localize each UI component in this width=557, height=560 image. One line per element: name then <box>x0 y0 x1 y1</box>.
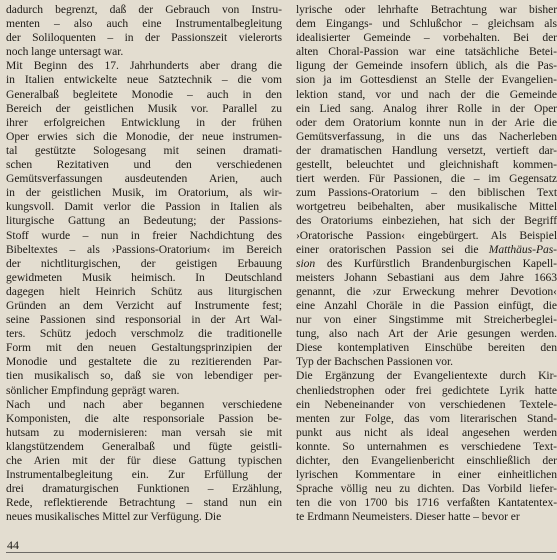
text-line: ten die von 1700 bis 1716 verfaßten Kantatentex- <box>296 496 557 510</box>
text-line: dichter, den Evangelienbericht einschließlich der <box>296 454 557 467</box>
text-line: schen Rezitativen und den verschiedenen <box>6 158 282 172</box>
text-line: ›Oratorische Passion‹ eingebürgert. Als Beispiel <box>296 228 557 242</box>
text-line: der dramatischen Handlung versetzt, vertieft dar- <box>296 143 557 157</box>
text-line: te Erdmann Neumeisters. Dieser hatte – bevor er <box>296 510 520 524</box>
text-line: chenliedstrophen oder frei gedichtete Lyrik hatte <box>296 383 557 397</box>
text-line: Typ der Bachschen Passionen vor. <box>296 355 453 369</box>
text-line: Generalbaß begleitete Monodie – auch in den <box>6 87 282 101</box>
text-line: des Oratoriums einbeziehen, hat sich der Begriff <box>296 214 557 228</box>
text-line: sion des Kurfürstlich Brandenburgischen Kapell- <box>296 256 557 270</box>
text-line: gewidmeten Musik heimisch. In Deutschland <box>6 270 282 284</box>
text-line: menten zur Folge, das vom literarischen Stand- <box>296 411 557 425</box>
text-line: ters. Schütz jedoch verschmolz die traditionelle <box>6 327 282 341</box>
text-line: Mit Beginn des 17. Jahrhunderts aber drang die <box>6 59 282 73</box>
page-number: 44 <box>7 538 19 552</box>
text-line: Komponisten, die alte responsoriale Passion be- <box>6 411 282 425</box>
text-line: kungsvoll. Damit verlor die Passion in Italien als <box>6 200 282 214</box>
text-line: idealisierter Gemeinde – vorbehalten. Bei der <box>296 31 557 45</box>
text-line: einer oratorischen Passion sei die Matthäus-Pas- <box>296 242 557 256</box>
work-title: Matthäus-Pas- <box>488 242 557 256</box>
text-line: Stoff wurde – nun in freier Nachdichtung des <box>6 228 282 242</box>
text-line: Gründen an dem Verzicht auf Instrumente fest; <box>6 298 282 312</box>
text-line: Die Ergänzung der Evangelientexte durch Kir- <box>296 369 557 383</box>
text-line: Monodie und gestaltete die zu rezitierenden Par- <box>6 355 282 369</box>
text-line: meisters Johann Sebastiani aus dem Jahre 1663 <box>296 270 557 284</box>
text-line: dadurch begrenzt, daß der Gebrauch von Instru- <box>6 3 282 16</box>
text-line: ihrer erfolgreichen Entwicklung in der frühen <box>6 115 282 129</box>
text-line: tiert werden. Für Passionen, die – im Gegensatz <box>296 172 557 186</box>
text-line: Bereich der geistlichen Musik vor. Parallel zu <box>6 101 282 115</box>
work-title: sion <box>296 256 316 270</box>
text-line: Diese kontemplativen Einschübe bereiten den <box>296 341 557 355</box>
text-line: Instrumentalbegleitung ein. Zur Erfüllung der <box>6 468 282 482</box>
text-line: dem Eingangs- und Schlußchor – gleichsam als <box>296 17 557 31</box>
text-line: tung, also nach Art der Arie gesungen werden. <box>296 327 557 341</box>
text-line: tien musikalisch so, daß sie von lebendiger per- <box>6 369 282 383</box>
text-line: Form mit den neuen Gestaltungsprinzipien der <box>6 341 282 355</box>
text-line: Gemütsverfassung, in die uns das Nacherleben <box>296 129 557 143</box>
right-text-column <box>296 3 557 524</box>
text-line: noch lange untersagt war. <box>6 45 124 59</box>
text-line: genannt, die ›zur Erweckung mehrer Devotion‹ <box>296 284 557 298</box>
text-line: nur von einer Singstimme mit Streicherbeglei- <box>296 313 557 327</box>
text-line: drei dramaturgischen Funktionen – Erzählung, <box>6 482 282 496</box>
text-line: der nichtliturgischen, der geistigen Erbauung <box>6 256 282 270</box>
text-line: seine Passionen sind responsorial in der Art Wal- <box>6 313 282 327</box>
text-line: Nach und nach aber begannen verschiedene <box>6 397 282 411</box>
text-line: alten Choral-Passion war eine tatsächliche Betei- <box>296 45 557 59</box>
text-line: eine Anzahl Choräle in die Passion einfügt, die <box>296 298 557 312</box>
text-line: punkt aus nicht als ideal angesehen werden <box>296 425 557 439</box>
text-line: konnte. So unternahmen es verschiedene Text- <box>296 439 557 453</box>
text-line: Gemütsverfassungen ausdeutenden Arien, auch <box>6 172 282 186</box>
footer-rule <box>6 552 556 553</box>
text-line: sion ja im Gottesdienst an Stelle der Evangelien- <box>296 73 557 87</box>
text-line: ligung der Gemeinde insofern üblich, als die Pas- <box>296 59 557 73</box>
text-line: menten – also auch eine Instrumentalbegleitung <box>6 17 282 31</box>
text-line: Bibeltextes – als ›Passions-Oratorium‹ im Bereich <box>6 242 282 256</box>
text-line: lyrischen Kommentare in einer einheitlichen <box>296 468 557 482</box>
text-line: gestellt, beleuchtet und gleichnishaft kommen- <box>296 158 557 172</box>
text-line: lektion stand, vor und nach der die Gemeinde <box>296 87 557 101</box>
text-line: klangstützendem Generalbaß und fügte geistli- <box>6 439 282 453</box>
text-line: in der geistlichen Musik, im Oratorium, als wir- <box>6 186 282 200</box>
text-line: dagegen hielt Heinrich Schütz aus liturgischen <box>6 284 282 298</box>
text-line: liturgische Gattung an Bedeutung; der Passions- <box>6 214 282 228</box>
text-line: zum Passions-Oratorium – den biblischen Text <box>296 186 557 200</box>
text-line: Oper erwies sich die Monodie, der neue instrumen- <box>6 129 282 143</box>
text-line: che Arien mit der für diese Gattung typischen <box>6 454 282 467</box>
left-text-column <box>6 3 282 524</box>
text-line: ein Lied sang. Analog ihrer Rolle in der Oper <box>296 101 557 115</box>
text-line: Rede, reflektierende Betrachtung – stand nun ein <box>6 496 282 510</box>
text-line: ein Nebeneinander von verschiedenen Textele- <box>296 397 557 411</box>
text-line: hutsam zu modernisieren: man versah sie mit <box>6 425 282 439</box>
text-line: tal gestützte Sologesang mit seinen dramati- <box>6 143 282 157</box>
text-line: lyrische oder lehrhafte Betrachtung war bisher <box>296 3 557 16</box>
text-line: wortgetreu beibehalten, aber musikalische Mittel <box>296 200 557 214</box>
text-line: Sprache völlig neu zu dichten. Das Vorbild liefer- <box>296 482 557 496</box>
text-line: in Italien entwickelte neue Satztechnik – die vom <box>6 73 282 87</box>
text-line: sönlicher Empfindung geprägt waren. <box>6 383 180 397</box>
text-line: der Soliloquenten – in der Passionszeit vielerorts <box>6 31 282 45</box>
text-line: oder dem Oratorium konnte nun in der Arie die <box>296 115 557 129</box>
text-line: neues musikalisches Mittel zur Verfügung. Die <box>6 510 222 524</box>
